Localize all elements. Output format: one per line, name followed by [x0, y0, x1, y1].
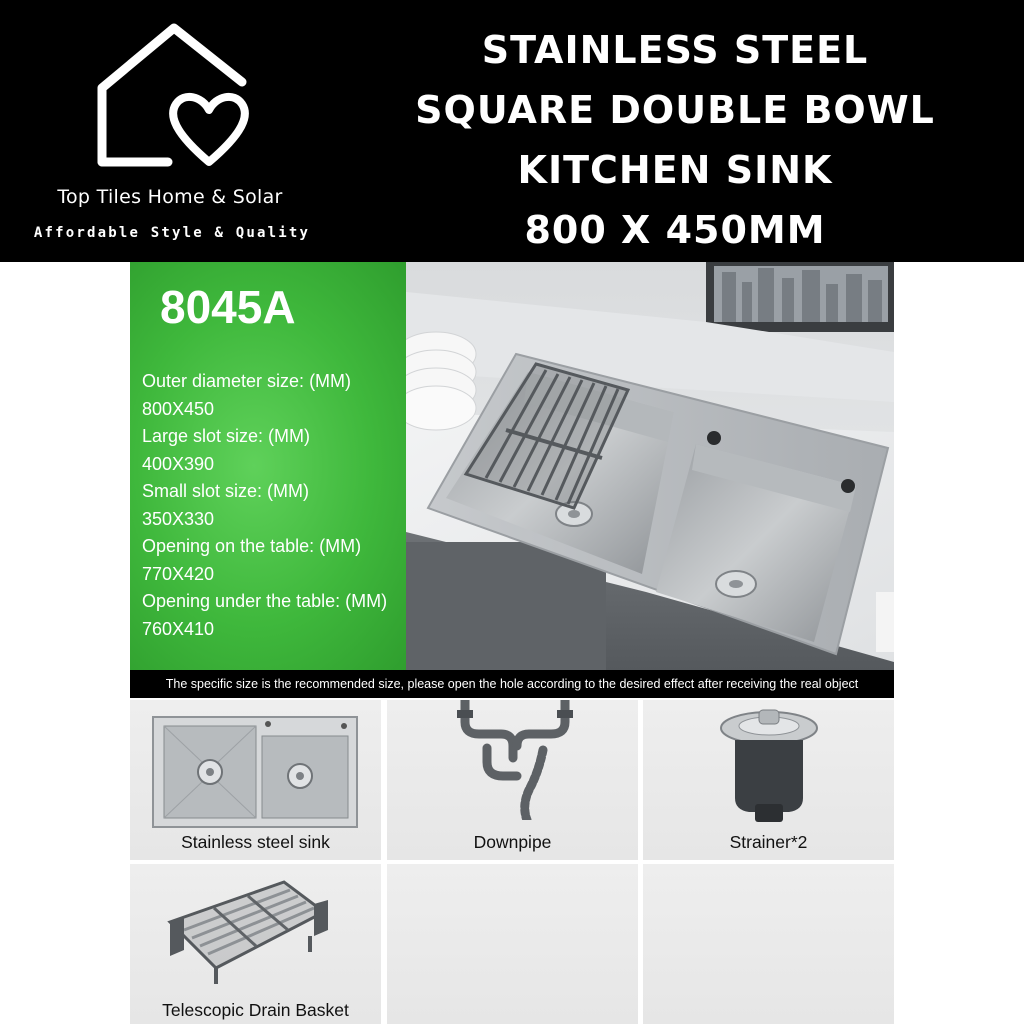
- spec-line: Large slot size: (MM): [142, 426, 311, 446]
- spec-line: 770X420: [142, 563, 215, 584]
- drain-basket-icon: [164, 872, 334, 990]
- model-number: 8045A: [160, 281, 296, 333]
- spec-line: 760X410: [142, 618, 215, 639]
- product-title: [380, 20, 970, 260]
- title-line-2: SQUARE DOUBLE BOWL: [415, 88, 935, 132]
- spec-list: [142, 368, 387, 643]
- spec-line: 350X330: [142, 508, 215, 529]
- strainer-icon: [719, 706, 819, 824]
- header-banner: [0, 0, 1024, 262]
- spec-line: 800X450: [142, 398, 215, 419]
- size-note-caption: The specific size is the recommended size, please open the hole according to the desired effect after receiving the real object: [130, 670, 894, 698]
- sink-product-photo: [406, 262, 894, 670]
- brand-tagline: Affordable Style & Quality: [33, 225, 311, 241]
- spec-line: Small slot size: (MM): [142, 481, 310, 501]
- house-heart-icon: [92, 20, 252, 170]
- component-label: Strainer*2: [729, 832, 808, 852]
- component-downpipe-cell: [387, 700, 638, 860]
- spec-panel: [130, 262, 406, 670]
- title-line-1: STAINLESS STEEL: [481, 28, 869, 72]
- component-label: Downpipe: [473, 832, 552, 852]
- title-line-3: KITCHEN SINK: [517, 148, 833, 192]
- title-line-4: 800 X 450MM: [524, 208, 826, 252]
- component-grid: [130, 698, 894, 1024]
- spec-line: Opening on the table: (MM): [142, 536, 362, 556]
- brand-name: Top Tiles Home & Solar: [57, 186, 283, 208]
- empty-grid-cell: [643, 864, 894, 1024]
- component-label: Telescopic Drain Basket: [162, 1000, 349, 1020]
- spec-line: 400X390: [142, 453, 215, 474]
- spec-line: Opening under the table: (MM): [142, 591, 388, 611]
- component-strainer-cell: [643, 700, 894, 860]
- component-sink-cell: [130, 700, 381, 860]
- empty-grid-cell: [387, 864, 638, 1024]
- spec-line: Outer diameter size: (MM): [142, 371, 352, 391]
- component-basket-cell: [130, 864, 381, 1024]
- component-label: Stainless steel sink: [181, 832, 330, 852]
- sink-icon: [152, 716, 358, 828]
- downpipe-icon: [447, 700, 587, 820]
